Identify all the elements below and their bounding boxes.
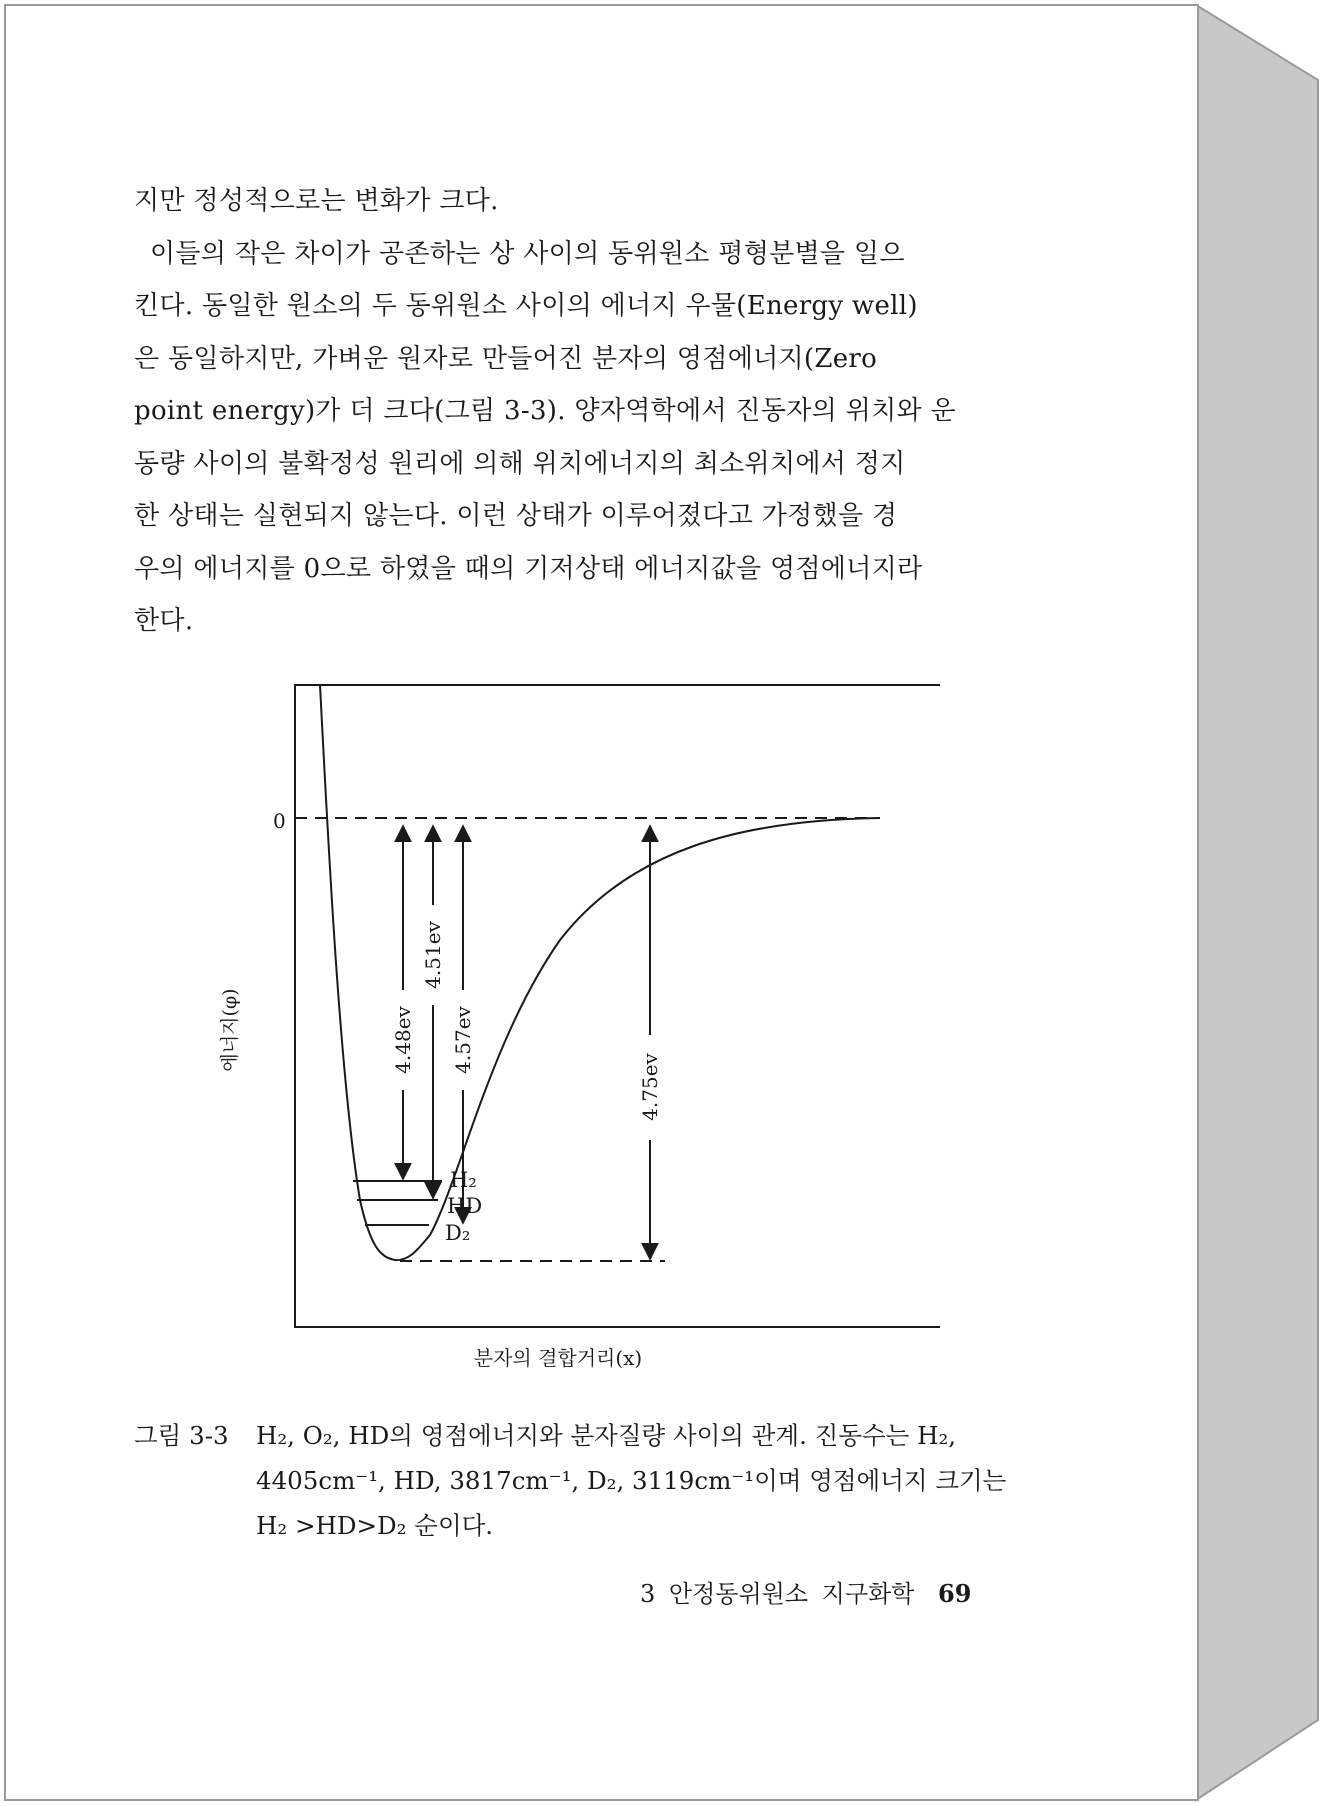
caption-label: 그림 3-3 (134, 1421, 229, 1450)
level-label-hd: HD (447, 1194, 483, 1218)
label-4-75: 4.75ev (638, 1053, 662, 1121)
x-axis-label: 분자의 결합거리(x) (473, 1346, 643, 1370)
label-4-57: 4.57ev (451, 1006, 475, 1074)
page-footer (640, 1574, 971, 1609)
label-4-51: 4.51ev (421, 921, 445, 989)
page-number: 69 (938, 1579, 972, 1608)
potential-energy-figure (180, 660, 940, 1380)
caption-line: H₂, O₂, HD의 영점에너지와 분자질량 사이의 관계. 진동수는 H₂, (256, 1421, 957, 1450)
body-line: 이들의 작은 차이가 공존하는 상 사이의 동위원소 평형분별을 일으 (150, 238, 905, 269)
body-line: 지만 정성적으로는 변화가 크다. (134, 186, 499, 216)
label-4-48: 4.48ev (391, 1006, 415, 1074)
y-axis-label: 에너지(φ) (219, 988, 241, 1072)
zero-label: 0 (273, 809, 286, 833)
body-line: 은 동일하지만, 가벼운 원자로 만들어진 분자의 영점에너지(Zero (134, 343, 878, 374)
body-line: 한다. (134, 606, 194, 636)
body-text (134, 175, 984, 648)
body-line: 동량 사이의 불확정성 원리에 의해 위치에너지의 최소위치에서 정지 (134, 448, 906, 479)
body-line: 우의 에너지를 0으로 하였을 때의 기저상태 에너지값을 영점에너지라 (134, 553, 923, 584)
level-label-d2: D₂ (445, 1221, 471, 1245)
level-label-h2: H₂ (450, 1168, 477, 1192)
body-line: 한 상태는 실현되지 않는다. 이런 상태가 이루어졌다고 가정했을 경 (134, 501, 898, 531)
body-line: point energy)가 더 크다(그림 3-3). 양자역학에서 진동자의 위치와 운 (134, 396, 956, 426)
chapter-title: 3 안정동위원소 지구화학 (640, 1580, 915, 1608)
caption-line: 4405cm⁻¹, HD, 3817cm⁻¹, D₂, 3119cm⁻¹이며 영점에너지 크기는 (256, 1466, 1007, 1495)
body-line: 킨다. 동일한 원소의 두 동위원소 사이의 에너지 우물(Energy well) (134, 291, 918, 321)
caption-line: H₂ >HD>D₂ 순이다. (256, 1511, 494, 1540)
